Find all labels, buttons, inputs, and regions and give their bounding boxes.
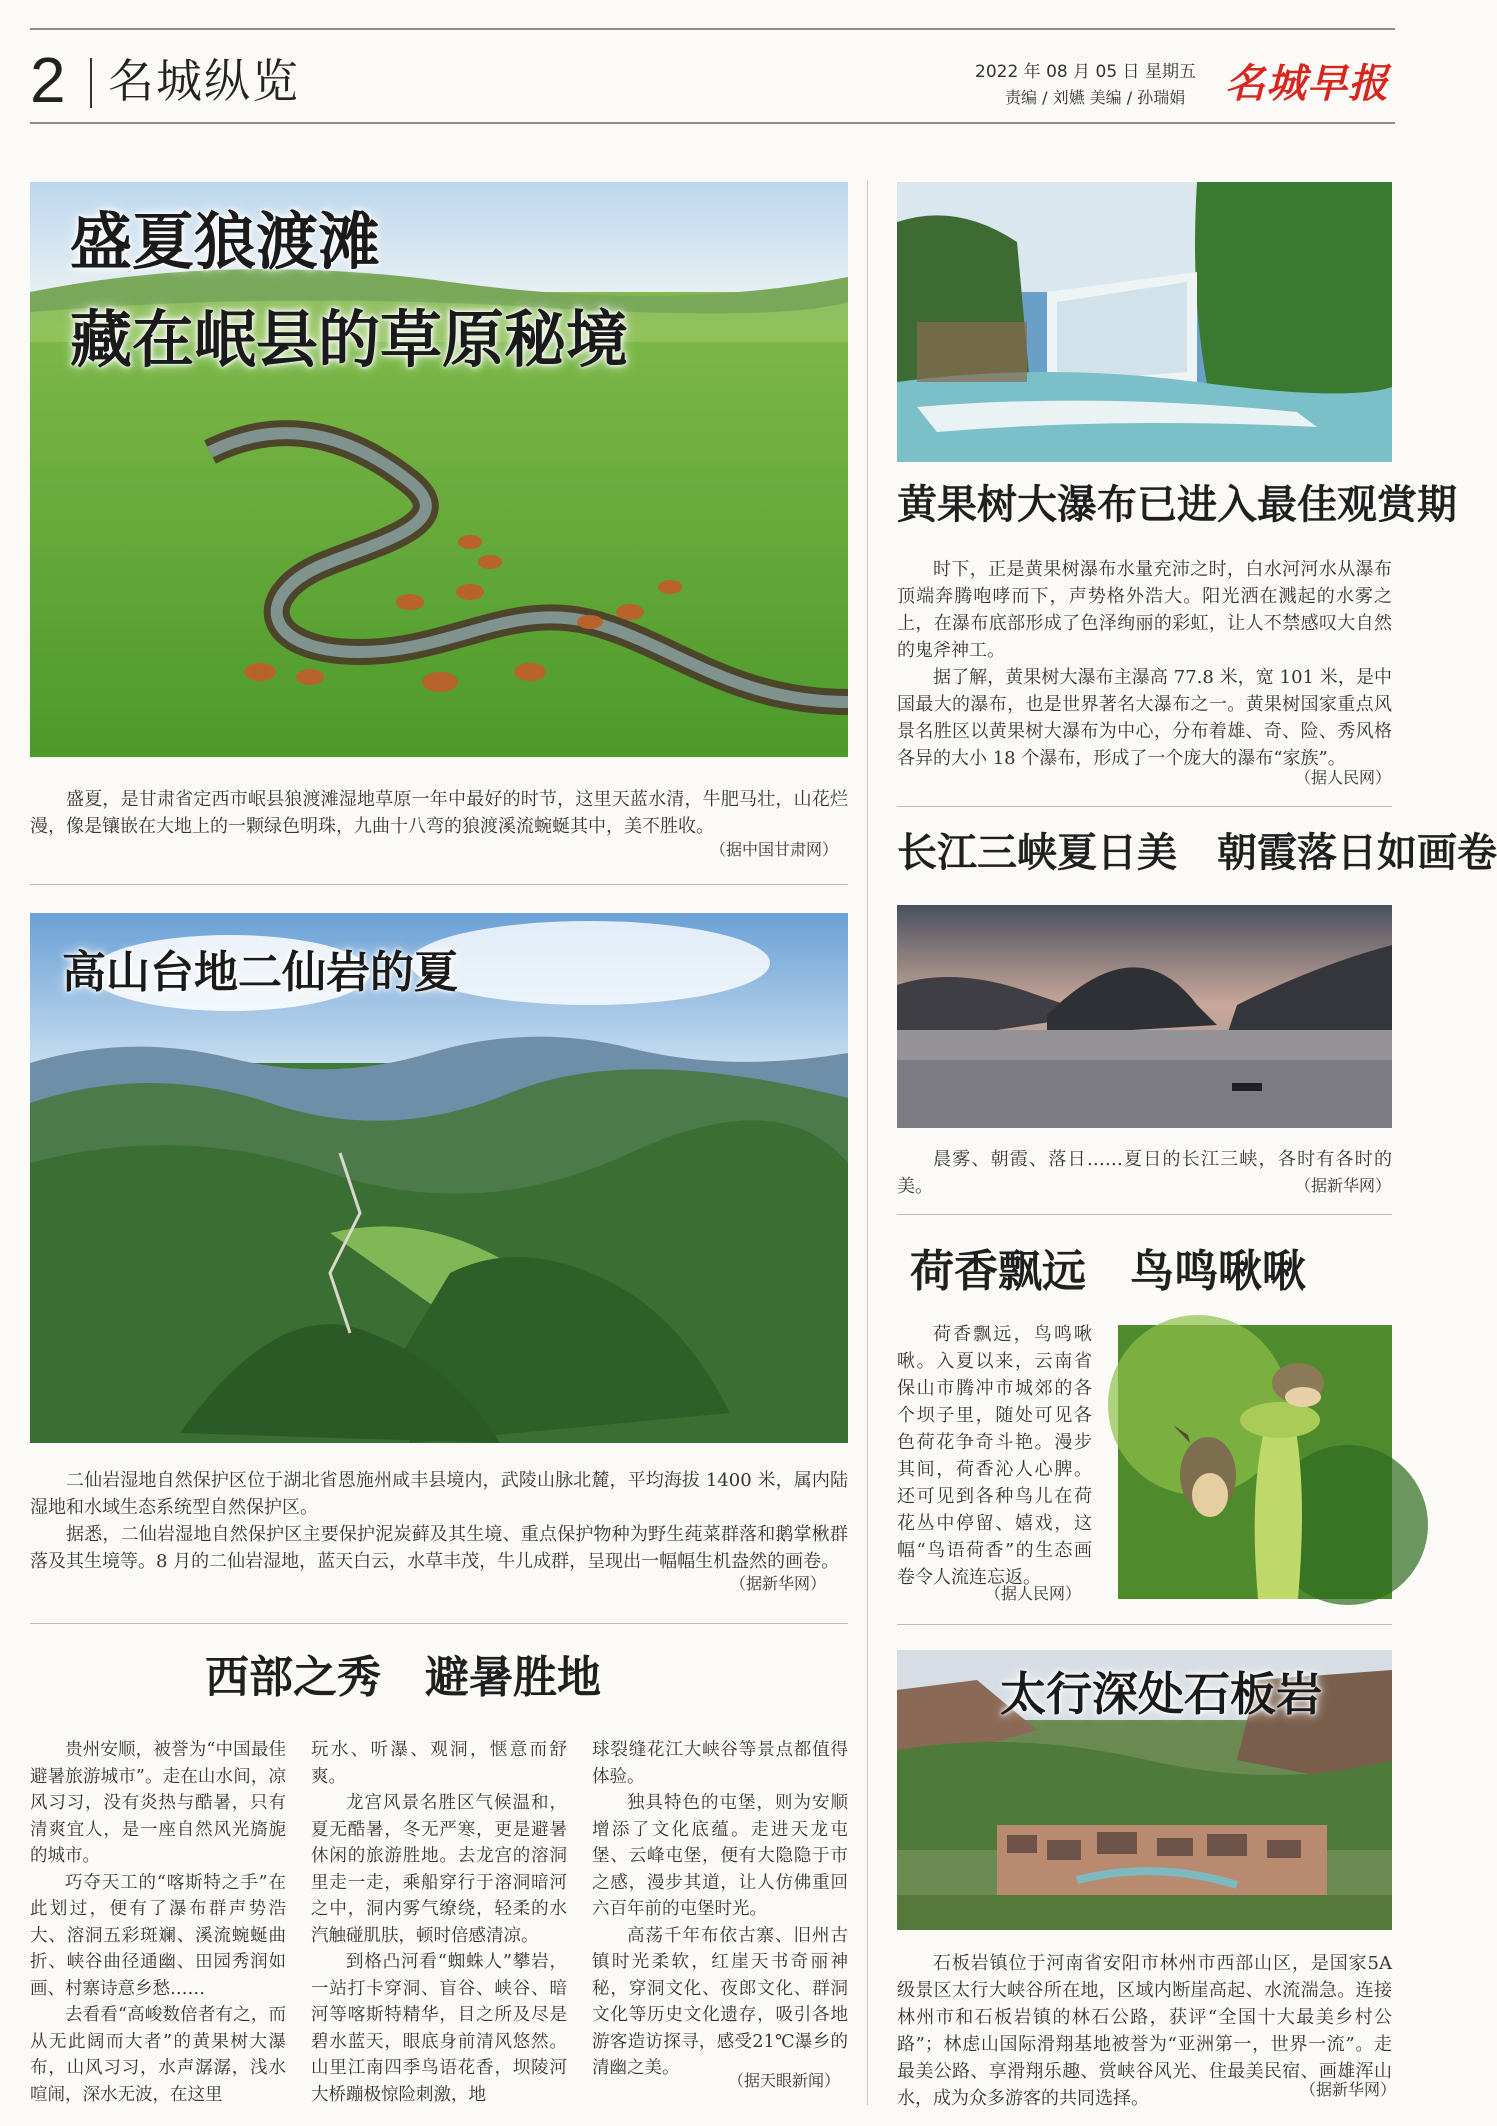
erxianyan-paragraph-2: 据悉，二仙岩湿地自然保护区主要保护泥炭藓及其生境、重点保护物种为野生莼菜群落和鹅掌楸群落及其生境等。8 月的二仙岩湿地，蓝天白云，水草丰茂，牛儿成群，呈现出一幅幅生机盎然的画卷。 <box>30 1524 848 1572</box>
huangguoshu-paragraph-1: 时下，正是黄果树瀑布水量充沛之时，白水河河水从瀑布顶端奔腾咆哮而下，声势格外浩大。阳光洒在溅起的水雾之上，在瀑布底部形成了色泽绚丽的彩虹，让人不禁感叹大自然的鬼斧神工。 <box>897 559 1392 661</box>
erxianyan-title: 高山台地二仙岩的夏 <box>62 947 458 998</box>
guizhou-col1-paragraph: 巧夺天工的“喀斯特之手”在此划过，便有了瀑布群声势浩大、溶洞五彩斑斓、溪流蜿蜒曲折、峡谷曲径通幽、田园秀润如画、村寨诗意乡愁…… <box>30 1872 286 1999</box>
article-separator <box>897 806 1392 807</box>
guizhou-source: （据天眼新闻） <box>728 2071 841 2090</box>
guizhou-col1 <box>30 1737 286 2108</box>
guizhou-col3 <box>592 1737 848 2082</box>
header-bottom-rule <box>30 122 1395 124</box>
waterfall-photo <box>897 182 1392 462</box>
guizhou-col3-paragraph: 独具特色的屯堡，则为安顺增添了文化底蕴。走进天龙屯堡、云峰屯堡，便有大隐隐于市之感，漫步其道，让人仿佛重回六百年前的屯堡时光。 <box>592 1793 848 1919</box>
guizhou-col2 <box>311 1737 567 2108</box>
huangguoshu-source: （据人民网） <box>1295 768 1392 787</box>
section-title: 名城纵览 <box>108 54 300 108</box>
guizhou-col2-paragraph: 到格凸河看“蜘蛛人”攀岩，一站打卡穿洞、盲谷、峡谷、暗河等喀斯特精华，目之所及尽是碧水蓝天，眼底身前清风悠然。山里江南四季鸟语花香，坝陵河大桥蹦极惊险刺激，地 <box>311 1952 567 2105</box>
hexiang-paragraph: 荷香飘远，鸟鸣啾啾。入夏以来，云南省保山市腾冲市城郊的各个坝子里，随处可见各色荷花争奇斗艳。漫步其间，荷香沁人心脾。还可见到各种鸟儿在荷花丛中停留、嬉戏，这幅“鸟语荷香”的生态画卷令人流连忘返。 <box>897 1324 1092 1588</box>
sanxia-paragraph: 晨雾、朝霞、落日……夏日的长江三峡，各时有各时的美。 <box>897 1149 1392 1197</box>
article-separator <box>30 1623 848 1624</box>
erxianyan-paragraph-1: 二仙岩湿地自然保护区位于湖北省恩施州咸丰县境内，武陵山脉北麓，平均海拔 1400 米，属内陆湿地和水域生态系统型自然保护区。 <box>30 1470 848 1518</box>
masthead-logo <box>1225 58 1395 110</box>
erxianyan-body <box>30 1467 848 1575</box>
masthead-logo-text: 名城早报 <box>1225 60 1389 107</box>
guizhou-col2-paragraph: 龙宫风景名胜区气候温和，夏无酷暑，冬无严寒，更是避暑休闲的旅游胜地。去龙宫的溶洞里走一走，乘船穿行于溶洞暗河之中，洞内雾气缭绕，轻柔的水汽触碰肌肤，顿时倍感清凉。 <box>311 1793 567 1946</box>
page-number: 2 <box>30 44 66 116</box>
article-separator <box>897 1624 1392 1625</box>
header-divider <box>90 58 92 108</box>
three-gorges-photo <box>897 905 1392 1128</box>
shibanyan-source: （据新华网） <box>1300 2080 1397 2099</box>
editors-credit: 责编 / 刘嬿 美编 / 孙瑞娟 <box>1005 88 1186 107</box>
guizhou-title: 西部之秀 避暑胜地 <box>205 1652 601 1703</box>
langdu-source: （据中国甘肃网） <box>710 840 839 859</box>
hexiang-title: 荷香飘远 鸟鸣啾啾 <box>910 1246 1306 1297</box>
issue-date: 2022 年 08 月 05 日 星期五 <box>975 62 1196 82</box>
langdu-title-line2: 藏在岷县的草原秘境 <box>70 303 629 376</box>
lotus-bird-photo <box>1118 1325 1392 1599</box>
huangguoshu-paragraph-2: 据了解，黄果树大瀑布主瀑高 77.8 米，宽 101 米，是中国最大的瀑布，也是世界著名大瀑布之一。黄果树国家重点风景名胜区以黄果树大瀑布为中心，分布着雄、奇、险、秀风格各异的大小 18 个瀑布，形成了一个庞大的瀑布“家族”。 <box>897 667 1392 769</box>
guizhou-col2-paragraph: 玩水、听瀑、观洞，惬意而舒爽。 <box>311 1740 567 1787</box>
hexiang-body <box>897 1321 1092 1591</box>
guizhou-col3-paragraph: 高荡千年布依古寨、旧州古镇时光柔软，红崖天书奇丽神秘，穿洞文化、夜郎文化、群洞文化等历史文化遗存，吸引各地游客造访探寻，感受21℃瀑乡的清幽之美。 <box>592 1925 848 2078</box>
shibanyan-paragraph: 石板岩镇位于河南省安阳市林州市西部山区，是国家5A 级景区太行大峡谷所在地，区域内断崖高起、水流湍急。连接林州市和石板岩镇的林石公路，获评“全国十大最美乡村公路”；林虑山国际滑翔基地被誉为“亚洲第一，世界一流”。走最美公路、享滑翔乐趣、赏峡谷风光、住最美民宿、画雄浑山水，成为众多游客的共同选择。 <box>897 1953 1392 2109</box>
sanxia-title: 长江三峡夏日美 朝霞落日如画卷 <box>897 829 1497 876</box>
sanxia-source: （据新华网） <box>1295 1176 1392 1195</box>
guizhou-col3-paragraph: 球裂缝花江大峡谷等景点都值得体验。 <box>592 1740 848 1787</box>
langdu-paragraph: 盛夏，是甘肃省定西市岷县狼渡滩湿地草原一年中最好的时节，这里天蓝水清，牛肥马壮，山花烂漫，像是镶嵌在大地上的一颗绿色明珠，九曲十八弯的狼渡溪流蜿蜒其中，美不胜收。 <box>30 789 848 837</box>
article-separator <box>30 884 848 885</box>
guizhou-col1-paragraph: 去看看“高峻数倍者有之，而从无此阔而大者”的黄果树大瀑布，山风习习，水声潺潺，浅水喧闹，深水无波，在这里 <box>30 2005 286 2105</box>
column-divider <box>867 180 868 2105</box>
langdu-title-line1: 盛夏狼渡滩 <box>70 205 381 278</box>
guizhou-col1-paragraph: 贵州安顺，被誉为“中国最佳避暑旅游城市”。走在山水间，凉风习习，没有炎热与酷暑，只有清爽宜人，是一座自然风光旖旎的城市。 <box>30 1740 286 1866</box>
huangguoshu-title: 黄果树大瀑布已进入最佳观赏期 <box>897 481 1457 528</box>
top-rule <box>30 28 1395 30</box>
langdu-body <box>30 786 848 840</box>
hexiang-source: （据人民网） <box>985 1584 1082 1603</box>
erxianyan-source: （据新华网） <box>730 1574 827 1593</box>
shibanyan-title: 太行深处石板岩 <box>1000 1667 1322 1721</box>
article-separator <box>897 1214 1392 1215</box>
huangguoshu-body <box>897 556 1392 772</box>
